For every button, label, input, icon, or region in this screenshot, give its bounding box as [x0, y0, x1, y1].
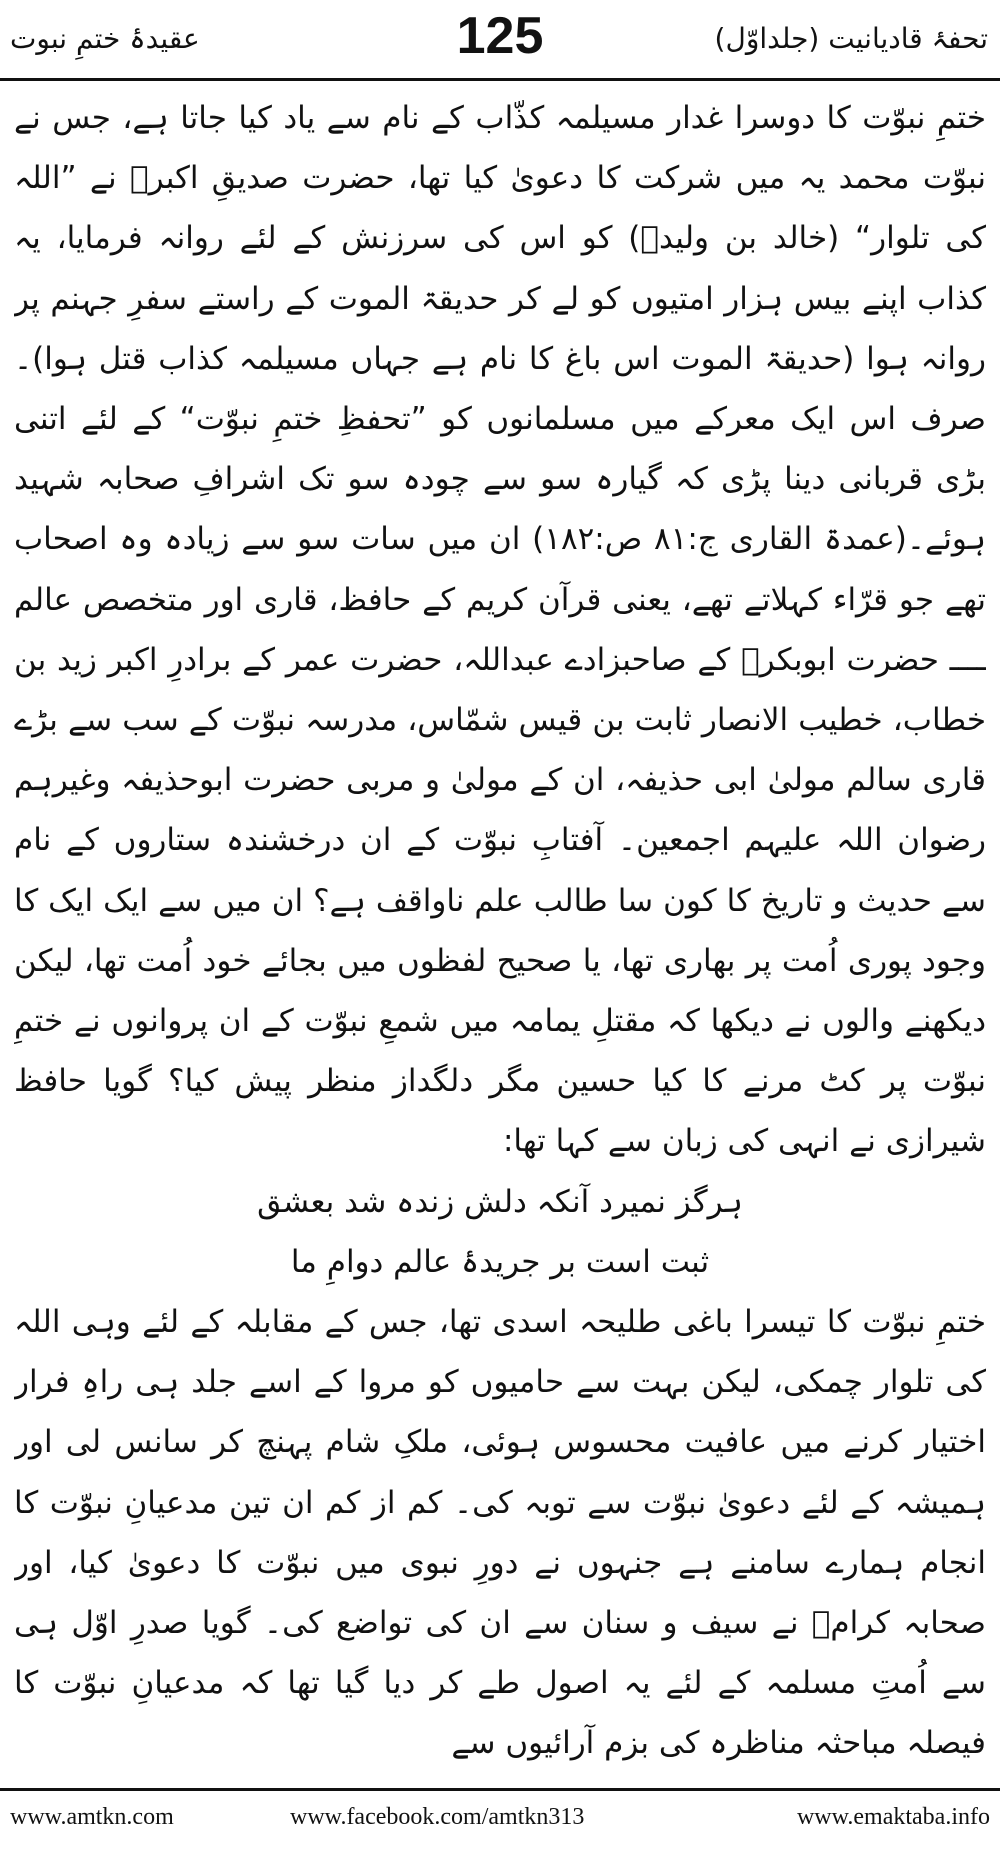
footer-link-amtkn[interactable]: www.amtkn.com	[10, 1804, 174, 1830]
section-title: عقیدۂ ختمِ نبوت	[10, 22, 200, 55]
footer-link-emaktaba[interactable]: www.emaktaba.info	[796, 1804, 990, 1830]
footer-divider	[0, 1788, 1000, 1791]
paragraph-2: ختمِ نبوّت کا تیسرا باغی طلیحہ اسدی تھا، جس کے مقابلہ کے لئے وہی اللہ کی تلوار چمکی، لیکن بہت سے حامیوں کو مروا کے اسے جلد ہی راہِ فرار اختیار کرنے میں عافیت محسوس ہوئی، ملکِ شام پہنچ کر سانس لی اور ہمیشہ کے لئے دعویٰ نبوّت سے توبہ کی۔ کم از کم ان تین مدعیانِ نبوّت کا انجام ہمارے سامنے ہے جنہوں نے دورِ نبوی میں نبوّت کا دعویٰ کیا، اور صحابہ کرامؓ نے سیف و سنان سے ان کی تواضع کی۔ گویا صدرِ اوّل ہی سے اُمتِ مسلمہ کے لئے یہ اصول طے کر دیا گیا تھا کہ مدعیانِ نبوّت کا فیصلہ مباحثہ مناظرہ کی بزم آرائیوں سے	[14, 1304, 986, 1762]
paragraph-1: ختمِ نبوّت کا دوسرا غدار مسیلمہ کذّاب کے نام سے یاد کیا جاتا ہے، جس نے نبوّت محمد یہ میں شرکت کا دعویٰ کیا تھا، حضرت صدیقِ اکبرؓ نے ”اللہ کی تلوار“ (خالد بن ولیدؓ) کو اس کی سرزنش کے لئے روانہ فرمایا، یہ کذاب اپنے بیس ہزار امتیوں کو لے کر حدیقۃ الموت کے راستے سفرِ جہنم پر روانہ ہوا (حدیقۃ الموت اس باغ کا نام ہے جہاں مسیلمہ کذاب قتل ہوا)۔صرف اس ایک معرکے میں مسلمانوں کو ”تحفظِ ختمِ نبوّت“ کے لئے اتنی بڑی قربانی دینا پڑی کہ گیارہ سو سے چودہ سو تک اشرافِ صحابہ شہید ہوئے۔(عمدۃ القاری ج:۸۱ ص:۱۸۲) ان میں سات سو سے زیادہ وہ اصحاب تھے جو قرّاء کہلاتے تھے، یعنی قرآن کریم کے حافظ، قاری اور متخصص عالم ــــ حضرت ابوبکرؓ کے صاحبزادے عبداللہ، حضرت عمر کے برادرِ اکبر زید بن خطاب، خطیب الانصار ثابت بن قیس شمّاس، مدرسہ نبوّت کے سب سے بڑے قاری سالم مولیٰ ابی حذیفہ، ان کے مولیٰ و مربی حضرت ابوحذیفہ وغیرہم رضوان اللہ علیہم اجمعین۔ آفتابِ نبوّت کے ان درخشندہ ستاروں کے نام سے حدیث و تاریخ کا کون سا طالب علم ناواقف ہے؟ ان میں سے ایک ایک کا وجود پوری اُمت پر بھاری تھا، یا صحیح لفظوں میں بجائے خود اُمت تھا، لیکن دیکھنے والوں نے دیکھا کہ مقتلِ یمامہ میں شمعِ نبوّت کے ان پروانوں نے ختمِ نبوّت پر کٹ مرنے کا کیا حسین مگر دلگداز منظر پیش کیا؟ گویا حافظ شیرازی نے انہی کی زبان سے کہا تھا:	[14, 100, 986, 1160]
verse-line-1: ہرگز نمیرد آنکہ دلش زندہ شد بعشق	[257, 1183, 743, 1220]
book-title: تحفۂ قادیانیت (جلداوّل)	[714, 22, 988, 55]
footer-link-facebook[interactable]: www.facebook.com/amtkn313	[290, 1804, 585, 1830]
page-body	[14, 88, 986, 1780]
page-number: 125	[456, 7, 544, 65]
verse-line-2: ثبت است بر جریدۂ عالم دوامِ ما	[290, 1243, 710, 1280]
page-footer	[0, 1800, 1000, 1840]
page-header	[0, 0, 1000, 80]
header-divider	[0, 78, 1000, 81]
